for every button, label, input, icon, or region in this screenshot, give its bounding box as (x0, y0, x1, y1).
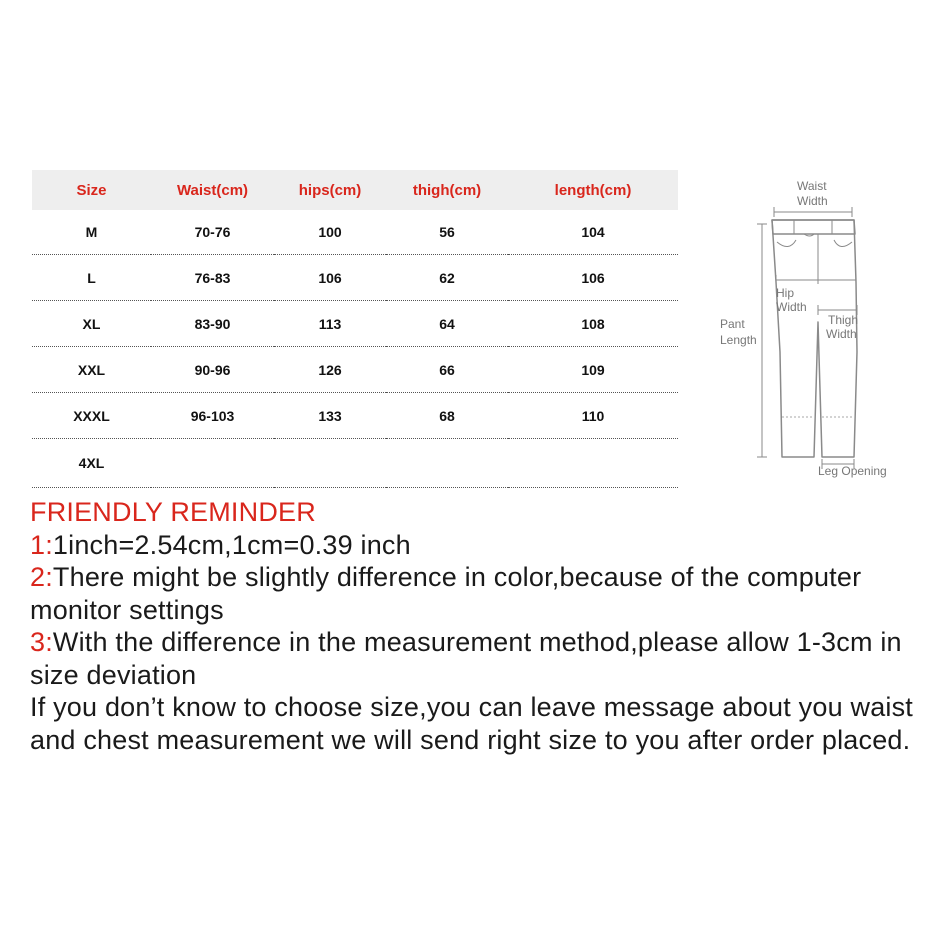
cell-length: 108 (508, 301, 678, 347)
waist-width-label-2: Width (797, 194, 828, 208)
reminder-number: 2: (30, 562, 53, 592)
thigh-width-label-2: Width (826, 327, 857, 341)
header-length: length(cm) (508, 170, 678, 210)
cell-waist: 83-90 (151, 301, 274, 347)
cell-size: XXXL (32, 393, 151, 439)
pant-length-label-2: Length (720, 333, 757, 347)
cell-hips: 126 (274, 347, 386, 393)
cell-length (508, 439, 678, 488)
cell-waist: 90-96 (151, 347, 274, 393)
cell-thigh: 62 (386, 255, 508, 301)
cell-thigh (386, 439, 508, 488)
cell-size: 4XL (32, 439, 151, 488)
reminder-number: 1: (30, 529, 53, 560)
table-row (32, 210, 678, 255)
table-row (32, 393, 678, 439)
cell-thigh: 56 (386, 210, 508, 255)
hip-width-label-2: Width (776, 300, 807, 314)
friendly-reminder (30, 496, 945, 756)
cell-waist: 96-103 (151, 393, 274, 439)
size-chart-table (32, 170, 678, 488)
cell-size: M (32, 210, 151, 255)
reminder-item (30, 626, 945, 691)
cell-size: L (32, 255, 151, 301)
header-waist: Waist(cm) (151, 170, 274, 210)
leg-opening-label: Leg Opening (818, 464, 887, 478)
cell-hips: 133 (274, 393, 386, 439)
reminder-item (30, 561, 945, 626)
cell-length: 109 (508, 347, 678, 393)
reminder-note: If you don’t know to choose size,you can leave message about you waist and chest measurement we will send right size to you after order placed. (30, 692, 914, 755)
header-thigh: thigh(cm) (386, 170, 508, 210)
reminder-text: 1inch=2.54cm,1cm=0.39 inch (52, 529, 411, 560)
cell-thigh: 64 (386, 301, 508, 347)
table-row (32, 347, 678, 393)
cell-thigh: 66 (386, 347, 508, 393)
cell-size: XL (32, 301, 151, 347)
table-row (32, 301, 678, 347)
reminder-title: FRIENDLY REMINDER (30, 497, 316, 527)
reminder-text: There might be slightly difference in color,because of the computer monitor settings (30, 562, 862, 625)
pants-measurement-diagram (714, 172, 900, 482)
header-size: Size (32, 170, 151, 210)
cell-hips: 106 (274, 255, 386, 301)
cell-waist: 76-83 (151, 255, 274, 301)
cell-hips: 113 (274, 301, 386, 347)
cell-size: XXL (32, 347, 151, 393)
reminder-item (30, 529, 945, 562)
cell-waist (151, 439, 274, 488)
table-row (32, 439, 678, 488)
hip-width-label: Hip (776, 286, 795, 300)
cell-hips (274, 439, 386, 488)
cell-length: 106 (508, 255, 678, 301)
size-chart-header-row (32, 170, 678, 210)
waist-width-label: Waist (797, 179, 827, 193)
cell-waist: 70-76 (151, 210, 274, 255)
reminder-number: 3: (30, 627, 53, 657)
cell-hips: 100 (274, 210, 386, 255)
thigh-width-label: Thigh (828, 313, 859, 327)
cell-length: 104 (508, 210, 678, 255)
header-hips: hips(cm) (274, 170, 386, 210)
table-row (32, 255, 678, 301)
pant-length-label: Pant (720, 317, 745, 331)
reminder-text: With the difference in the measurement method,please allow 1-3cm in size deviation (30, 627, 902, 690)
cell-length: 110 (508, 393, 678, 439)
cell-thigh: 68 (386, 393, 508, 439)
